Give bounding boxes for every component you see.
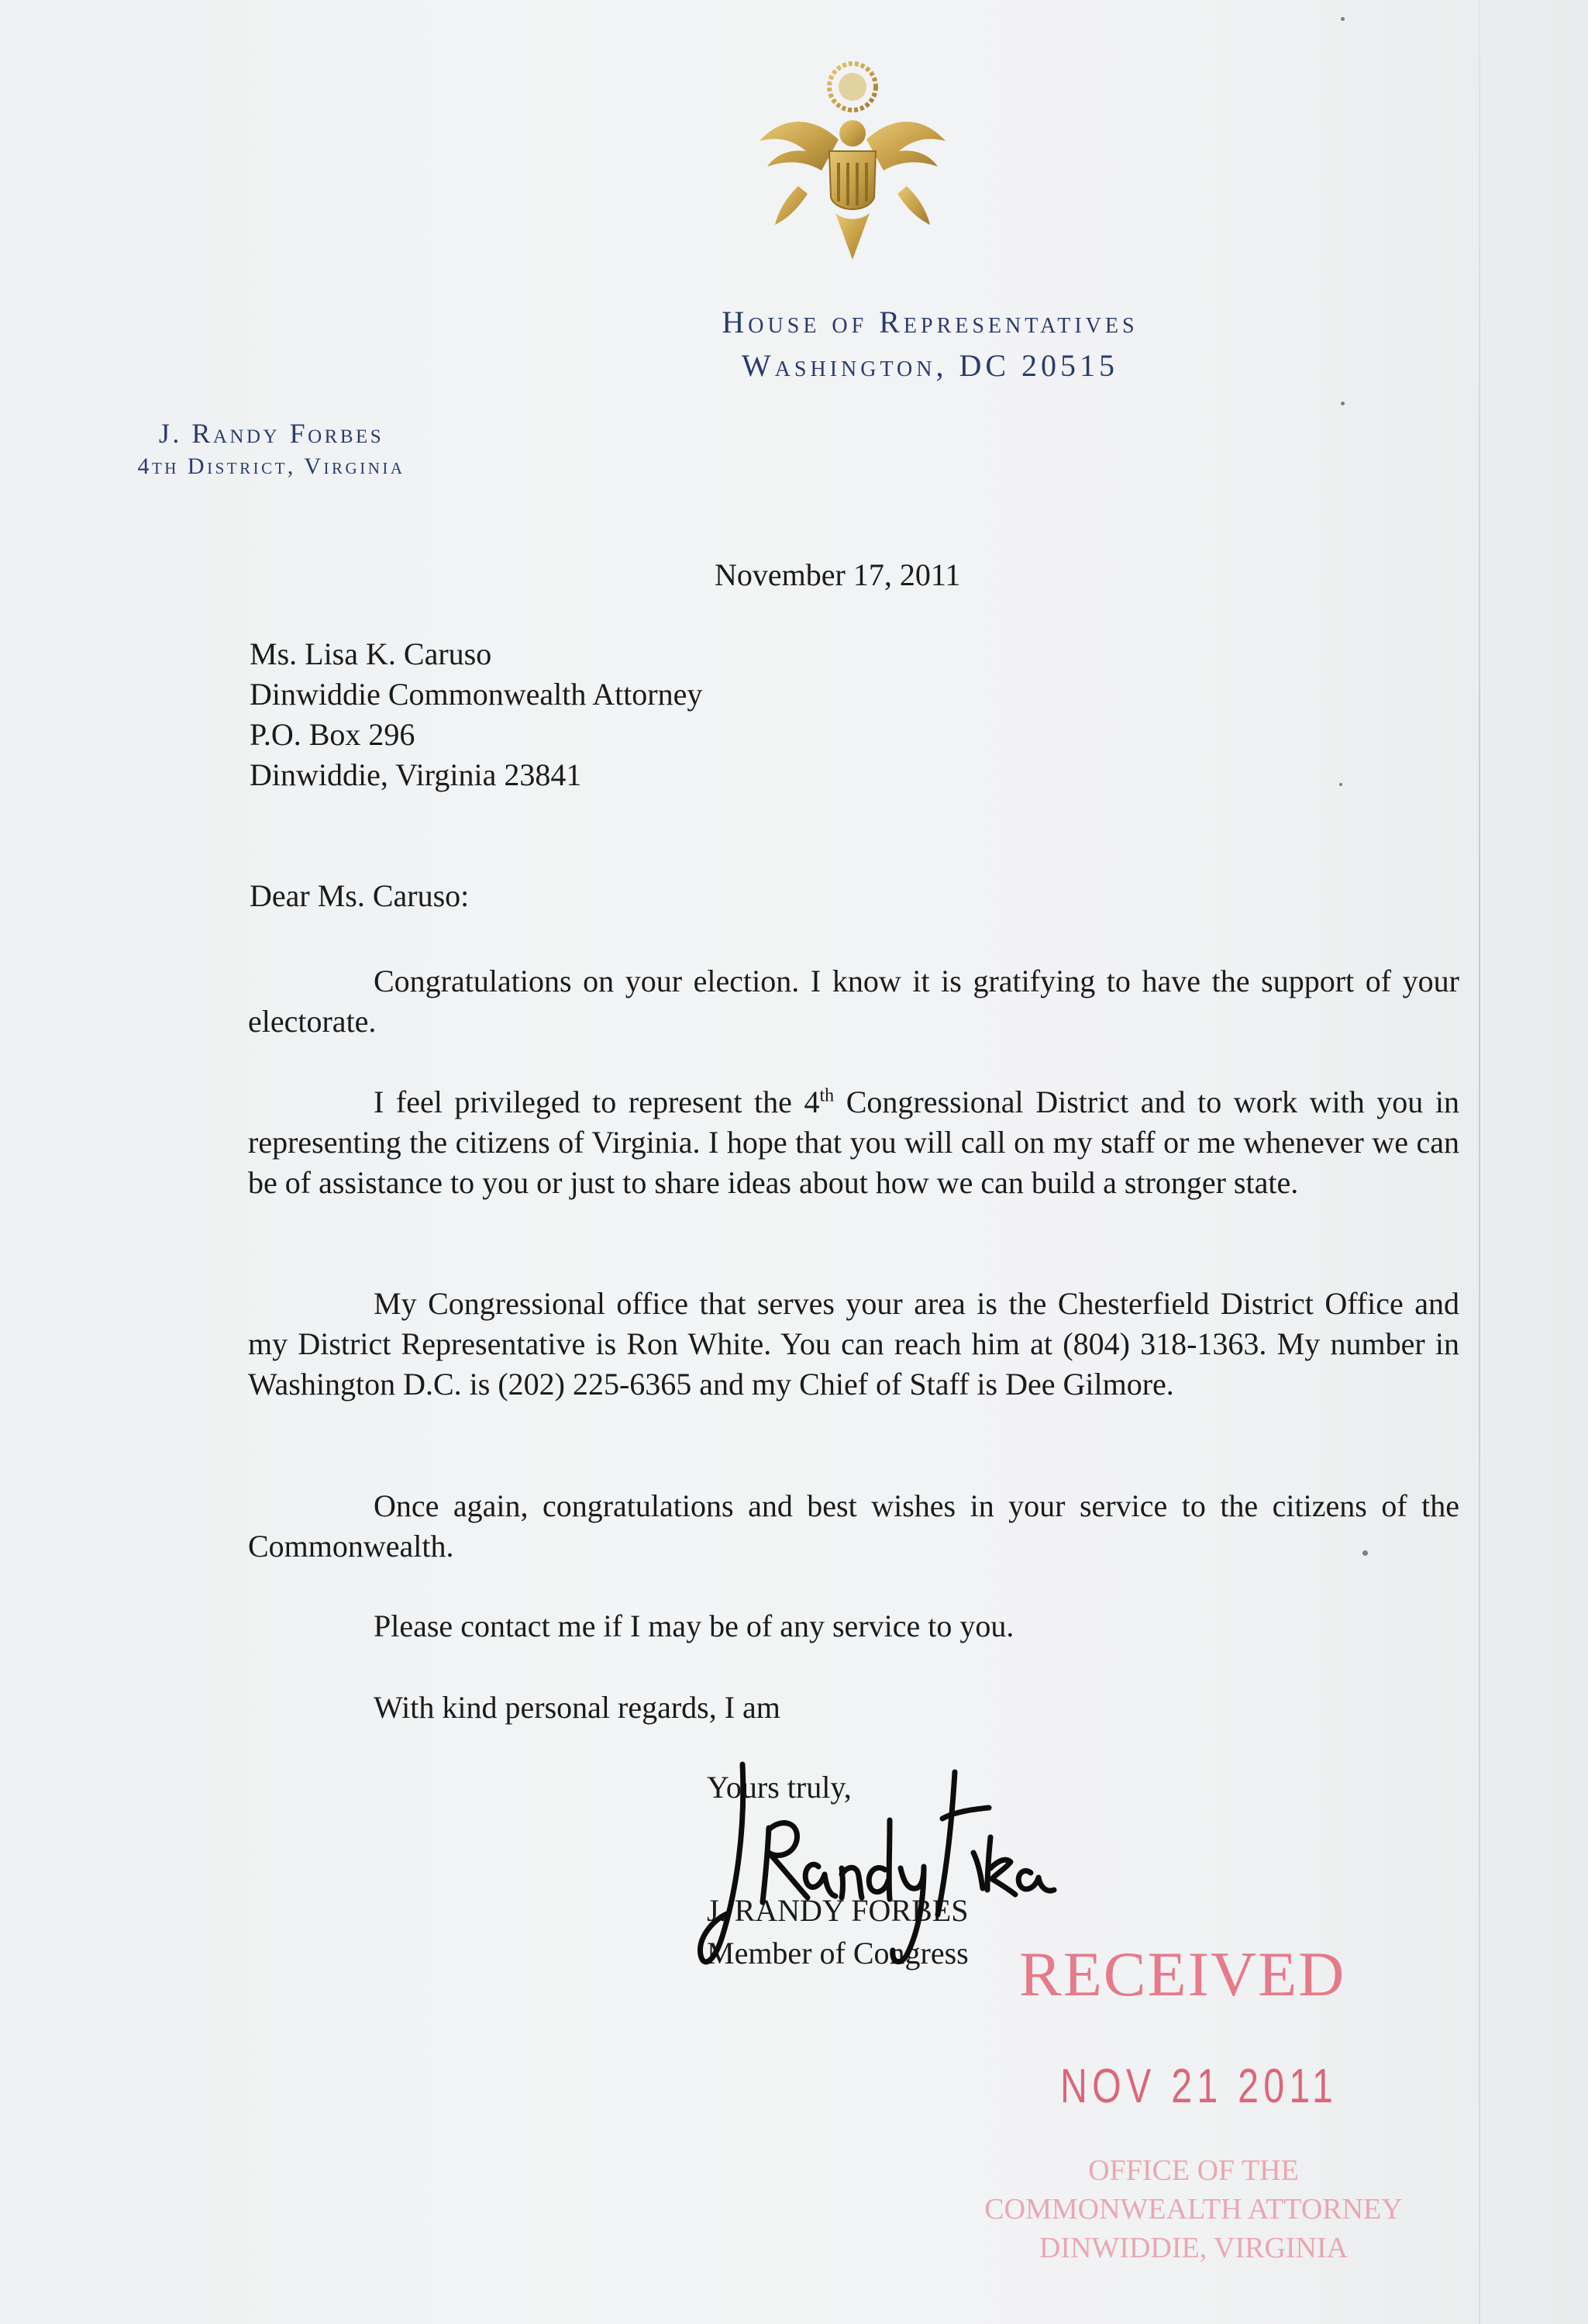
signer-title: Member of Congress <box>707 1936 969 1971</box>
letterhead-line-2: Washington, DC 20515 <box>741 348 1119 383</box>
paper-speck <box>1339 783 1342 786</box>
stamp-office-line: DINWIDDIE, VIRGINIA <box>1039 2232 1349 2264</box>
ordinal-superscript: th <box>819 1085 835 1106</box>
paragraph-5: Please contact me if I may be of any service to you. <box>374 1609 1014 1643</box>
received-stamp-office <box>946 2151 1442 2267</box>
member-block <box>54 415 488 482</box>
paper-speck <box>1341 17 1345 21</box>
eagle-seal-icon <box>752 54 953 264</box>
recipient-line: Dinwiddie, Virginia 23841 <box>250 757 582 792</box>
paragraph-2-start: I feel privileged to represent the 4 <box>374 1084 820 1119</box>
paragraph-2-rest: Congressional District and to work with you in representing the citizens of Virginia. I hope that you will call on my staff or me whenever we can be of assistance to you or just to share ideas about how we can build a stronger state. <box>248 1084 1459 1200</box>
signer-name: J. RANDY FORBES <box>707 1893 969 1928</box>
paper-fold-line <box>1479 0 1480 2324</box>
recipient-line: P.O. Box 296 <box>250 717 415 752</box>
paper-speck <box>1341 402 1345 405</box>
salutation: Dear Ms. Caruso: <box>250 878 470 913</box>
stamp-office-line: COMMONWEALTH ATTORNEY <box>984 2193 1403 2226</box>
letter-date: November 17, 2011 <box>715 557 961 592</box>
member-district: 4th District, Virginia <box>137 453 405 479</box>
letterhead <box>481 301 1380 388</box>
paragraph-6: With kind personal regards, I am <box>374 1690 780 1725</box>
member-name: J. Randy Forbes <box>158 418 384 449</box>
letterhead-line-1: House of Representatives <box>722 305 1138 340</box>
received-stamp: RECEIVED <box>1019 1939 1346 2009</box>
closing-line: Yours truly, <box>707 1770 852 1805</box>
recipient-line: Dinwiddie Commonwealth Attorney <box>250 677 703 712</box>
paragraph-4: Once again, congratulations and best wishes in your service to the citizens of the Commonwealth. <box>248 1488 1459 1564</box>
paragraph-2 <box>248 1082 1459 1203</box>
recipient-address <box>250 634 947 795</box>
paragraph-3: My Congressional office that serves your area is the Chesterfield District Office and my District Representative is Ron White. You can reach him at (804) 318-1363. My number in Washington D.C. is (202) 225-6365 and my Chief of Staff is Dee Gilmore. <box>248 1286 1459 1402</box>
recipient-line: Ms. Lisa K. Caruso <box>250 636 492 671</box>
received-stamp-date: NOV 21 2011 <box>1060 2060 1338 2113</box>
paragraph-1: Congratulations on your election. I know it is gratifying to have the support of your electorate. <box>248 964 1459 1039</box>
stamp-office-line: OFFICE OF THE <box>1088 2154 1299 2187</box>
